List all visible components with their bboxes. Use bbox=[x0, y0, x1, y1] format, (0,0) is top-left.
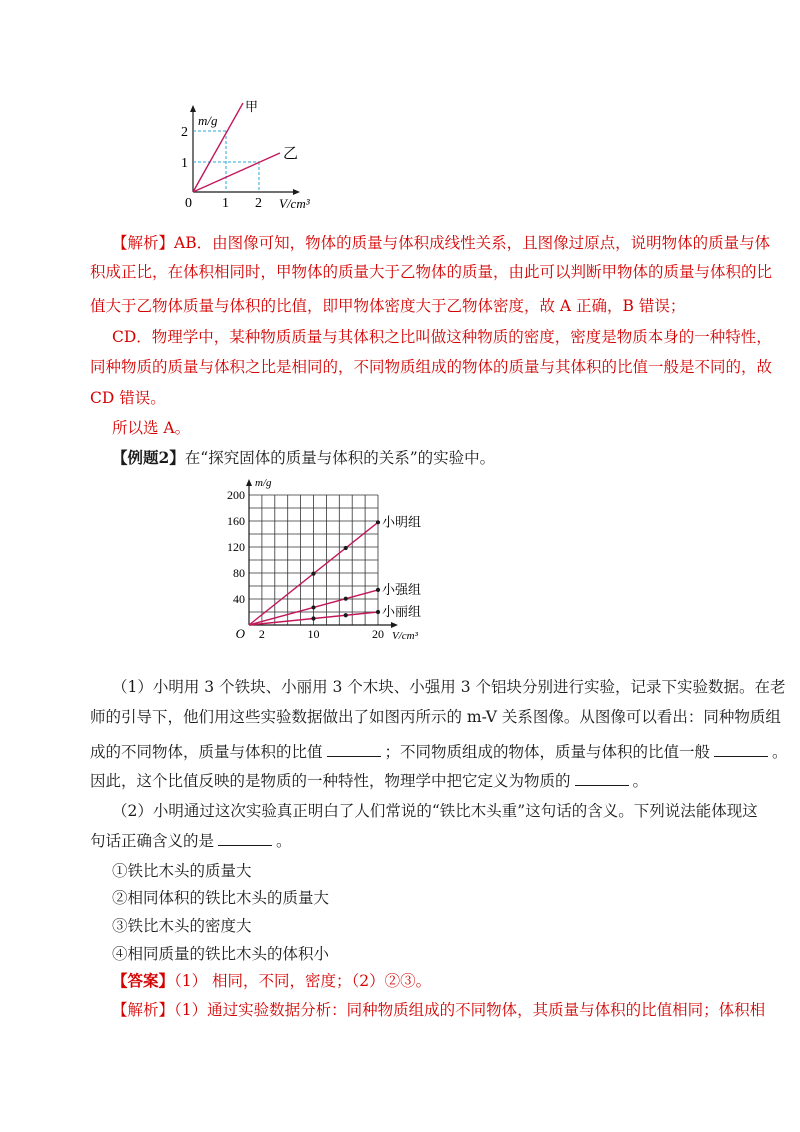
y-axis-arrow bbox=[190, 105, 196, 112]
q1-line-3 bbox=[90, 742, 800, 762]
answer-tag: 【答案】 bbox=[112, 971, 175, 990]
option-1: ①铁比木头的质量大 bbox=[112, 862, 252, 880]
blank-3[interactable] bbox=[575, 773, 629, 786]
x-axis-arrow bbox=[391, 622, 398, 628]
y-tick-label: 120 bbox=[227, 540, 245, 554]
fig1-x-label: V/cm³ bbox=[279, 196, 310, 211]
data-point bbox=[344, 597, 348, 601]
y-tick-label: 200 bbox=[227, 488, 245, 502]
option-4: ④相同质量的铁比木头的体积小 bbox=[112, 945, 330, 963]
fig1-tick-x1: 1 bbox=[222, 196, 229, 211]
option-3: ③铁比木头的密度大 bbox=[112, 917, 252, 935]
q1-line-3-b: ；不同物质组成的物体，质量与体积的比值一般 bbox=[384, 743, 711, 761]
q2-line-2 bbox=[90, 831, 800, 851]
y-tick-label: 160 bbox=[227, 514, 245, 528]
q1-line-3-c: 。 bbox=[772, 743, 788, 761]
data-point bbox=[311, 616, 315, 620]
answer-text: （1） 相同，不同，密度；（2）②③。 bbox=[174, 972, 432, 990]
data-point bbox=[376, 588, 380, 592]
x-tick-label: 10 bbox=[307, 627, 320, 641]
fig1-label-jia: 甲 bbox=[245, 99, 259, 114]
mv-graph-jia-yi bbox=[170, 95, 330, 215]
mv-chart-three-groups bbox=[220, 475, 450, 645]
x-tick-label: 20 bbox=[372, 627, 384, 641]
q1-line-1: （1）小明用 3 个铁块、小丽用 3 个木块、小强用 3 个铝块分别进行实验，记录下实验数据。在老 bbox=[112, 678, 786, 696]
series-label-1: 小明组 bbox=[382, 514, 422, 530]
analysis2-line: 【解析】（1）通过实验数据分析：同种物质组成的不同物体，其质量与体积的比值相同；体积相 bbox=[112, 1001, 766, 1019]
data-point bbox=[344, 546, 348, 550]
data-point bbox=[311, 572, 315, 576]
blank-4[interactable] bbox=[218, 833, 272, 846]
analysis1-line-1: 【解析】AB．由图像可知，物体的质量与体积成线性关系，且图像过原点，说明物体的质量与体 bbox=[112, 234, 771, 252]
q1-line-3-a: 成的不同物体，质量与体积的比值 bbox=[90, 743, 323, 761]
option-2: ②相同体积的铁比木头的质量大 bbox=[112, 889, 330, 907]
q2-line-2-b: 。 bbox=[276, 832, 292, 850]
q1-line-4-b: 。 bbox=[632, 772, 649, 790]
q1-line-2: 师的引导下，他们用这些实验数据做出了如图丙所示的 m-V 关系图像。从图像可以看出：同种物质组 bbox=[90, 708, 781, 726]
data-point bbox=[376, 610, 380, 614]
fig1-tick-y2: 2 bbox=[181, 125, 188, 140]
y-tick-label: 80 bbox=[233, 566, 245, 580]
analysis1-line-4: CD．物理学中，某种物质质量与其体积之比叫做这种物质的密度，密度是物质本身的一种特性， bbox=[112, 328, 772, 346]
q2-line-1: （2）小明通过这次实验真正明白了人们常说的“铁比木头重”这句话的含义。下列说法能体现这 bbox=[112, 802, 758, 820]
analysis1-line-2: 积成正比，在体积相同时，甲物体的质量大于乙物体的质量，由此可以判断甲物体的质量与体积的比 bbox=[90, 263, 773, 281]
series-label-2: 小强组 bbox=[382, 581, 422, 597]
analysis1-line-5: 同种物质的质量与体积之比是相同的，不同物质组成的物体的质量与其体积的比值一般是不同的，故 bbox=[90, 358, 773, 376]
q1-line-4-a: 因此，这个比值反映的是物质的一种特性，物理学中把它定义为物质的 bbox=[90, 772, 571, 790]
fig1-y-label: m/g bbox=[198, 113, 218, 128]
line-yi bbox=[193, 153, 280, 192]
origin-label: O bbox=[235, 626, 245, 641]
fig1-origin: 0 bbox=[185, 196, 192, 211]
example2-text: 在“探究固体的质量与体积的关系”的实验中。 bbox=[184, 449, 496, 467]
fig1-label-yi: 乙 bbox=[283, 146, 299, 162]
x-tick-label: 2 bbox=[258, 627, 265, 641]
data-point bbox=[376, 520, 380, 524]
analysis1-line-3: 值大于乙物体质量与体积的比值，即甲物体密度大于乙物体密度，故 A 正确，B 错误； bbox=[90, 297, 686, 315]
example2-tag: 【例题2】 bbox=[112, 448, 185, 467]
x-axis-label: V/cm³ bbox=[392, 630, 418, 642]
y-axis-arrow bbox=[246, 479, 252, 486]
fig1-tick-y1: 1 bbox=[181, 156, 188, 171]
q2-line-2-a: 句话正确含义的是 bbox=[90, 832, 215, 850]
analysis1-line-6: CD 错误。 bbox=[90, 389, 166, 407]
analysis1-line-7: 所以选 A。 bbox=[112, 419, 191, 437]
blank-2[interactable] bbox=[714, 744, 768, 757]
q1-line-4 bbox=[90, 771, 800, 791]
x-axis-arrow bbox=[293, 189, 300, 195]
example2-heading bbox=[112, 448, 800, 468]
blank-1[interactable] bbox=[327, 744, 381, 757]
data-point bbox=[344, 613, 348, 617]
y-axis-label: m/g bbox=[255, 477, 272, 489]
series-label-3: 小丽组 bbox=[382, 604, 422, 619]
answer-line bbox=[112, 971, 800, 991]
fig1-tick-x2: 2 bbox=[255, 196, 262, 211]
y-tick-label: 40 bbox=[233, 592, 245, 606]
data-point bbox=[311, 605, 315, 609]
